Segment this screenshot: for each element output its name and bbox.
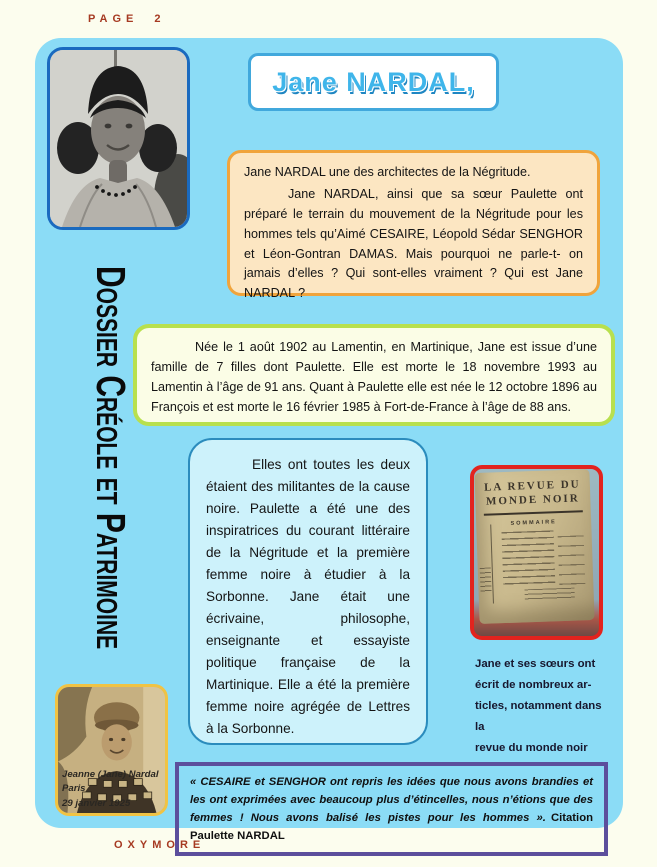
archive-caption-line2: 29 janvier 1925 [62, 797, 131, 809]
revue-toc-margin-block [480, 568, 492, 594]
revue-toc-footer-lines [525, 588, 575, 601]
quote-citation: Citation Paulette NARDAL [190, 812, 593, 843]
revue-toc-right-column [558, 535, 585, 585]
portrait-photo-image [50, 50, 187, 227]
biography-text-box [133, 324, 615, 426]
title-box [248, 53, 499, 111]
vertical-rubric-title: Dossier Créole et Patrimoine [87, 266, 132, 650]
intro-paragraph: Jane NARDAL, ainsi que sa sœur Paulette ont préparé le terrain du mouvement de la Négritude pour les hommes tels qu’Aimé CESAIRE, Léopold Sédar SENGHOR et Léon-Gontran DAMAS. Mais pourquoi ne parle-t- on jamais d’elles ? Qui sont-elles vraiment ? Qui est Jane NARDAL ? [244, 186, 583, 301]
revue-caption-line: écrit de nombreux ar- [475, 679, 592, 692]
jane-nardal-portrait-photo [47, 47, 190, 230]
biography-paragraph: Née le 1 août 1902 au Lamentin, en Martinique, Jane est issue d’une famille de 7 filles dont Paulette. Elle est morte le 18 novembre 1993 au Lamentin à l’âge de 91 ans. Quant à Paulette elle est née le 12 octobre 1896 au François et est morte le 16 février 1985 à Fort-de-France à l’âge de 88 ans. [151, 340, 598, 415]
revue-cover-title-line1: LA REVUE DU [483, 478, 581, 494]
revue-cover-toc-lines [490, 521, 586, 603]
intro-text-box [227, 150, 600, 301]
revue-caption-line: revue du monde noir [475, 742, 588, 755]
revue-cover-image [474, 469, 594, 624]
intro-heading: Jane NARDAL une des architectes de la Négritude. [244, 165, 531, 179]
page-number-label: PAGE 2 [88, 13, 166, 25]
revue-cover-sommaire-label: SOMMAIRE [510, 518, 557, 527]
revue-caption-line: ticles, notamment dans la [475, 700, 602, 734]
revue-cover-rule [484, 510, 583, 515]
militancy-text-box [188, 438, 428, 745]
revue-toc-left-column [501, 530, 554, 589]
revue-du-monde-noir-figure [470, 465, 603, 640]
footer-brand-label: OXYMORE [114, 839, 206, 851]
archive-caption-line1: Jeanne (Jane) Nardal Paris [62, 768, 159, 795]
quote-text: « CESAIRE et SENGHOR ont repris les idées que nous avons brandies et les ont exprimées avec beaucoup plus d’étincelles, nous n’étions que des femmes ! Nous avons balisé les pistes pour les hommes ». [190, 776, 593, 825]
main-panel [35, 38, 623, 843]
archive-photo-1925 [55, 684, 168, 816]
militancy-paragraph: Elles ont toutes les deux étaient des militantes de la cause noire. Paulette a été une des inspiratrices du courant littéraire de la Négritude et la première femme noire à étudier à la Sorbonne. Jane était une écrivaine, philosophe, enseignante et essayiste politique française de la Martinique. Elle a été la première femme noire agrégée de Lettres à la Sorbonne. [206, 457, 410, 737]
page-title: Jane NARDAL, [272, 66, 475, 97]
archive-photo-caption [62, 768, 163, 811]
revue-cover-title-line2: MONDE NOIR [485, 492, 580, 508]
revue-caption-line: Jane et ses sœurs ont [475, 658, 596, 670]
revue-caption [475, 654, 607, 759]
quote-box [175, 762, 608, 856]
